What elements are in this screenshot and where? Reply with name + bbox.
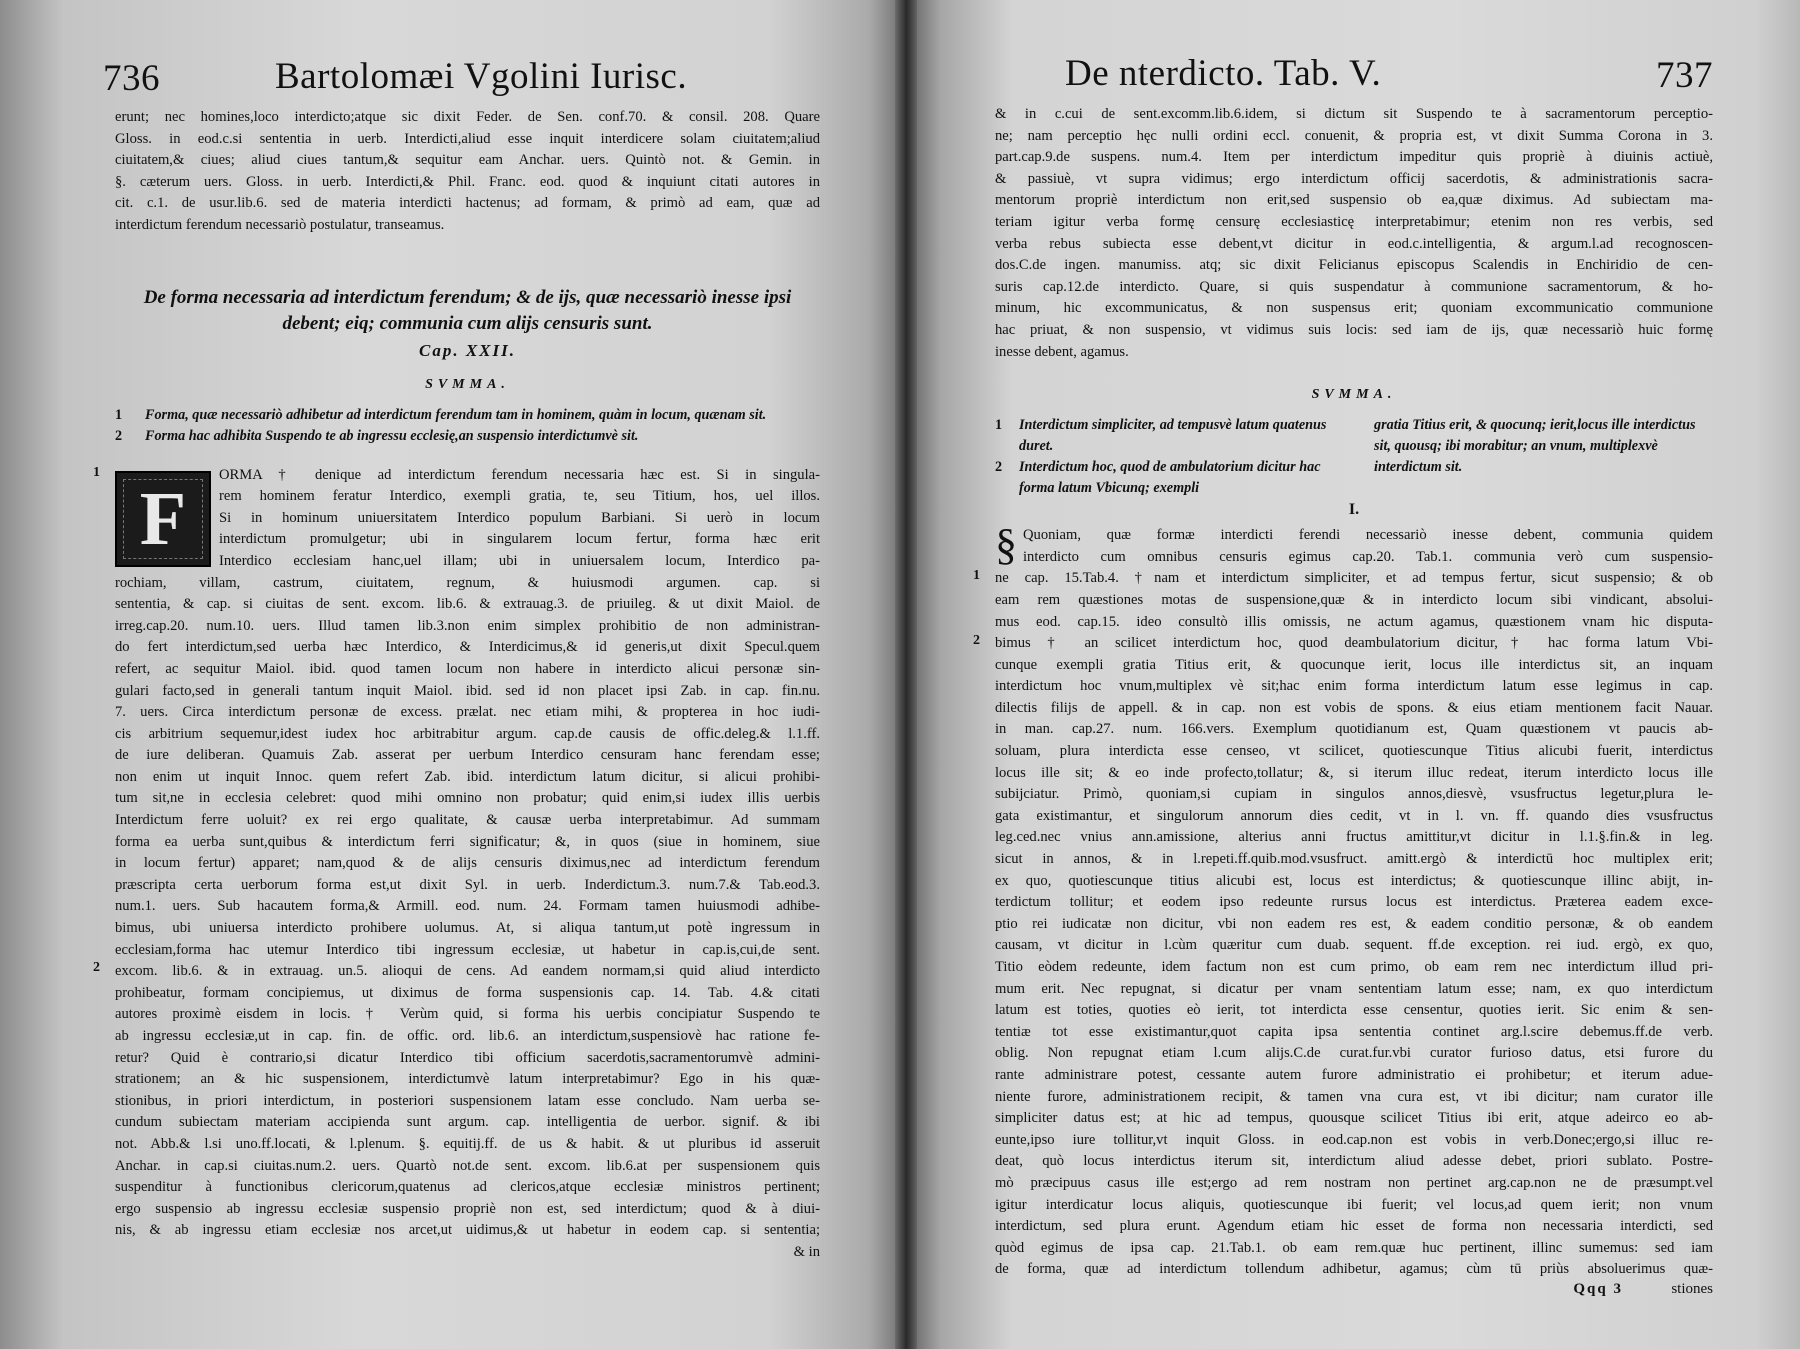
margin-number: 1 [93, 464, 100, 480]
text-line: mus eod. cap.15. ideo consultò illis omissis, ne actum agamus, quæstionem vnam hic disputa- [995, 613, 1713, 630]
margin-number: 2 [93, 959, 100, 975]
right-intro-text [995, 104, 1713, 363]
text-line: interdictum hoc vnum,multiplex vè sit;hac enim forma interdictum latum esse legimus in cap. [995, 678, 1713, 695]
section-number: I. [1348, 501, 1360, 519]
text-line: cit. c.1. de usur.lib.6. sed de materia interdicti hactenus; ad formam, & primò ad eam, quæ ad [115, 195, 820, 212]
right-catchword: stiones [1671, 1280, 1713, 1297]
text-line: Gloss. in eod.c.si sententia in uerb. Interdicti,aliud esse inquit interdicere solam ciuitatem;aliud [115, 130, 820, 147]
text-line: subijciatur. Primò, quoniam,si cupiam in singulos annos,diesvè, vsusfructus legetur,plura le- [995, 786, 1713, 803]
summary-item-text: Forma, quæ necessariò adhibetur ad interdictum ferendum tam in hominem, quàm in locum, quænam sit. [145, 406, 767, 423]
summary-columns [995, 415, 1713, 499]
summary-item [995, 457, 1334, 499]
text-line: num.1. uers. Sub hacautem forma,& Armill. eod. num. 24. Formam tamen huiusmodi adhibe- [115, 898, 820, 915]
paragraph-mark: § [995, 520, 1017, 570]
text-line: terdictum tollitur; et eodem ipso redeunte rursus locus est interdictus. Præterea eadem exce- [995, 894, 1713, 911]
text-line: hac priuat, & non suspensio, vt vidimus suis locis: sed iam de ijs, quæ necessariò huic formę [995, 321, 1713, 338]
text-line: sententia, & cap. si ciuitas de sent. excom. lib.6. & extrauag.3. de priuileg. & ut dixit Maiol. de [115, 596, 820, 613]
text-line: præscripta certa uerborum forma est,ut dixit Syl. in uerb. Inderdictum.3. num.7.& Tab.eod.3. [115, 876, 820, 893]
summary-item-number: 2 [115, 427, 123, 444]
text-line: sicut in annos, & in l.repeti.ff.quib.mod.vsusfruct. amitt.ergò & interdictū hoc multiplex erit; [995, 851, 1713, 868]
chapter-number: Cap. XXII. [419, 340, 516, 360]
text-line: deat, quò locus interdictus iterum sit, interdictum aliud adesse debet, priori sublato. Postre- [995, 1153, 1713, 1170]
text-line: latum est toties, quoties eò ierit, tot interdicta esse censentur, quoties ierit. Sic enim & sen- [995, 1002, 1713, 1019]
summary-column-right [1374, 415, 1713, 499]
text-line: refert, ac sequitur Maiol. ibid. quod tamen locum non habere in interdicto alicui personæ sin- [115, 660, 820, 677]
text-line: interdictum, sed plura erunt. Agendum etiam hic esset de forma non necessaria interdicti, sed [995, 1218, 1713, 1235]
summary-list [115, 405, 820, 447]
summary-item [115, 405, 820, 426]
text-line: ORMA † denique ad interdictum ferendum necessaria hæc est. Si in singula- [219, 466, 820, 483]
text-line: Quoniam, quæ formæ interdicti ferendi necessariò inesse debent, communia quidem [1023, 527, 1713, 544]
text-line: dilectis filijs de appell. & in cap. non est vobis de spons. & eius etiam mentionem facit Nauar. [995, 699, 1713, 716]
text-line: tentiæ tot esse existimantur,quot capita ipsa sententia continet arg.l.scire debemus.ff.de verb. [995, 1023, 1713, 1040]
text-line: leg.ced.nec vnius ann.amissione, alterius anni fructus amittitur,vt dicitur in l.1.§.fin.& in leg. [995, 829, 1713, 846]
text-line: rante administrare potest, cessante autem furore administratio ei prohibetur; et iterum adue- [995, 1066, 1713, 1083]
text-line: causam, vt dicitur in l.cùm quæritur cum duab. sequent. ff.de exception. rei iud. ergò, ex quo, [995, 937, 1713, 954]
text-line: erunt; nec homines,loco interdicto;atque sic dixit Feder. de Sen. conf.70. & consil. 208. Quare [115, 109, 820, 125]
text-line: 7. uers. Circa interdictum personæ de excess. prælat. nec etiam mihi, & propterea in hoc iudi- [115, 704, 820, 721]
text-line: suspenditur à functionibus clericorum,quatenus ad clericos,atque ecclesiæ ministros pertinent; [115, 1179, 820, 1196]
text-line: verba rebus subiecta esse debent,vt dicitur in eod.c.intelligentia, & argum.l.ad recognoscen- [995, 235, 1713, 252]
text-line: quòd egimus de ipsa cap. 21.Tab.1. ob eam rem.quæ huc pertinent, illinc sumemus: sed iam [995, 1239, 1713, 1256]
text-line: Titio eòdem redeunte, idem factum non est cum primo, ob eam rem nec interdictum illud pri- [995, 959, 1713, 975]
text-line: Interdictum ferre uoluit? ex rei ergo qualitate, & causæ uerba interpretabimur. Ad summam [115, 812, 820, 829]
summary-item [995, 415, 1334, 457]
text-line: de forma, quæ ad interdictum tollendum adhibetur, agamus; cùm tū priùs absoluerimus quæ- [995, 1261, 1713, 1278]
text-line: eunte,ipso iure tollitur,vt inquit Gloss. in eod.cap.non est vobis in verb.Donec;ergo,si illuc re- [995, 1131, 1713, 1148]
summary-column-left [995, 415, 1334, 499]
text-line: in man. cap.27. num. 166.vers. Exemplum quotidianum est, Quam quæstionem vt paucis ab- [995, 721, 1713, 738]
right-page-number: 737 [1656, 55, 1713, 96]
text-line: part.cap.9.de suspens. num.4. Item per interdictum impeditur quis propriè à diuinis actiuè, [995, 149, 1713, 166]
text-line: not. Abb.& l.si uno.ff.locati, & l.plenum. §. equitij.ff. de us & habit. & ut pluribus id asseruit [115, 1135, 820, 1152]
text-line: de iure deliberan. Quamuis Zab. asserat per uerbum Interdico censuram hanc ferendam esse; [115, 747, 820, 764]
text-line: cundum subiectam materiam accipienda sunt argum. cap. intelligentia de uerbor. signif. & ibi [115, 1114, 820, 1131]
text-line: gulari facto,sed in generali tantum inquit Maiol. ibid. sed id non placet ipsi Zab. in cap. fin.nu. [115, 682, 820, 699]
text-line: Anchar. in cap.si ciuitas.num.2. uers. Quartò not.de sent. excom. lib.6.at per suspensionem quis [115, 1157, 820, 1174]
text-line: mentorum propriè interdictum non erit,sed suspensio ob ea,quæ diximus. Ad subiectam ma- [995, 192, 1713, 209]
text-line: strationem; an & hic suspensionem, interdictumvè latum interpretabimur? Ego in his quæ- [115, 1071, 820, 1088]
text-line: ecclesiam,forma hac utemur Interdico tibi ingressum ecclesiæ, ut habetur in cap.is,cui,de sent. [115, 941, 820, 958]
left-running-head [103, 55, 820, 107]
text-line: & in c.cui de sent.excomm.lib.6.idem, si dictum sit Suspendo te à sacramentorum perceptio- [995, 106, 1713, 122]
text-line: mò præcipuus casus ille est;ergo ad rem nostram non pertinet arg.cap.non ne de præsumpt.vel [995, 1174, 1713, 1191]
text-line: soluam, plura interdicta esse censeo, vt scilicet, quotiescunque Titius alicubi fuerit, interdictus [995, 743, 1713, 760]
text-line: teriam igitur verba formę censurę ecclesiasticę interpretabimur; etenim non res verbis, sed [995, 213, 1713, 230]
right-page [905, 0, 1800, 1349]
text-line: niente furore, administrationem recipit, & tamen vna cura est, vt ibi dicitur; nam curator ille [995, 1088, 1713, 1105]
text-line: gata existimantur, et singulorum annorum dies cedit, vt in l. vn. ff. quando dies vsusfructus [995, 807, 1713, 824]
text-line: bimus † an scilicet interdictum hoc, quod deambulatorium dicitur,† hac forma latum Vbi- [995, 635, 1713, 652]
text-line: stionibus, in priori interdictum, in posteriori suspensionem latam esse concludo. Nam uerba se- [115, 1092, 820, 1109]
text-line: rochiam, villam, castrum, ciuitatem, regnum, & huiusmodi argumen. cap. si [115, 574, 820, 591]
text-line: tum sit,ne in ecclesia celebret: quod mihi omnino non probatur; quid enim,si iudex illis uerbis [115, 790, 820, 807]
right-running-head [995, 52, 1713, 104]
text-line: ptio rei iudicatæ non dicitur, vbi non eadem res est, & eadem conditio personæ, & ob eandem [995, 915, 1713, 932]
summary-item-number: 1 [115, 406, 123, 423]
text-line: prohibeatur, formam concipiemus, ut diximus de forma suspensionis cap. 14. Tab. 4.& citati [115, 984, 820, 1001]
text-line: forma ea uerba sunt,quibus & interdictum ferri significatur; &, in quos (siue in hominem, siue [115, 833, 820, 850]
text-line: mum erit. Nec repugnat, si dicatur per vnam sententiam latum esse; nam, ex quo interdictum [995, 980, 1713, 997]
summary-item-text: Interdictum simpliciter, ad tempusvè latum quatenus duret. [1019, 417, 1327, 455]
left-page-number: 736 [103, 58, 160, 99]
margin-number: 2 [973, 633, 980, 649]
summa-label: SVMMA. [425, 376, 510, 392]
text-line: ciuitatem,& ciues; aliud ciues tantum,& sequitur eam Anchar. uers. Quintò not. & Gemin. in [115, 152, 820, 169]
summary-item-text: Interdictum hoc, quod de ambulatorium dicitur hac forma latum Vbicunq; exempli [1019, 459, 1321, 497]
text-line: bimus, ubi uniuersa interdicto prohibere uolumus. At, si aliqua tantum,ut potè ingressum in [115, 920, 820, 937]
text-line: locus ille sit; & eo inde profecto,tollatur; &, si iterum illuc redeat, iterum interdicto locus ille [995, 764, 1713, 781]
margin-number: 1 [973, 568, 980, 584]
summary-item-text: Forma hac adhibita Suspendo te ab ingressu ecclesię,an suspensio interdictumvè sit. [145, 427, 639, 444]
text-line: §. cæterum uers. Gloss. in uerb. Interdicti,& Phil. Franc. eod. quod & inquiunt citati autores in [115, 173, 820, 190]
text-line: Interdico ecclesiam hanc,uel illam; ubi in uniuersalem locum, Interdico pa- [219, 552, 820, 569]
text-line: autores proximè eisdem in locis. † Verùm quid, si forma his uerbis concipiatur Suspendo te [115, 1006, 820, 1023]
chapter-heading: De forma necessaria ad interdictum ferendum; & de ijs, quæ necessariò inesse ipsi debent; eiq; communia cum alijs censuris sunt. [143, 286, 792, 334]
summary-continuation: gratia Titius erit, & quocunq; ierit,locus ille interdictus sit, quousq; ibi morabitur; an vnum, multiplexvè interdictum sit. [1374, 417, 1696, 476]
text-line: suris cap.12.de interdicto. Quare, si quis suspendatur à communione sacramentorum, & ho- [995, 278, 1713, 295]
text-line: oblig. Non repugnat etiam l.cum alijs.C.de curat.fur.vbi curator furioso datus, etsi furore du [995, 1045, 1713, 1062]
text-line: igitur interdicatur locus aliquis, quotiescunque ibi fuerit; vel locus,ad quem ierit; non vnum [995, 1196, 1713, 1213]
book-gutter [895, 0, 917, 1349]
left-running-title: Bartolomæi Vgolini Iurisc. [275, 56, 688, 97]
text-line: dos.C.de ingen. manumiss. atq; sic dixit Felicianus episcopus Scalendis in Enchiridio de cen- [995, 257, 1713, 274]
text-line: cunque exempli gratia Titius erit, & quocunque ierit, locus ille interdictus sit, an inquam [995, 656, 1713, 673]
initial-letter: F [139, 476, 187, 561]
summa-label: SVMMA. [1311, 387, 1397, 403]
text-line: do fert interdictum,sed uerba hæc Interdico, & Interdicimus,& id generis,ut dixit Specul.quem [115, 639, 820, 656]
summary-item [115, 426, 820, 447]
right-running-title: De nterdicto. Tab. V. [1065, 53, 1382, 94]
text-line: retur? Quid è contrario,si dicatur Interdico tibi officium sacerdotis,sacramentorumvè admini- [115, 1049, 820, 1066]
text-line: Si in hominum uniuersitatem Interdico populum Barbiani. Si uerò in locum [219, 509, 820, 526]
left-intro-text [115, 107, 820, 237]
text-line: rem hominem feratur Interdico, exempli gratia, te, seu Titium, hos, uel illos. [219, 488, 820, 505]
text-line: ergo suspensio ab ingressu ecclesiæ suspensio propriè non est, sed interdictum; quod & à diui- [115, 1200, 820, 1217]
right-body-text [995, 520, 1713, 1281]
right-body [973, 520, 1713, 1305]
text-line: ex quo, quotiescunque titius alicubi est, locus est interdictus; & quotiescunque illinc abijt, in- [995, 872, 1713, 889]
text-line: interdicto cum omnibus censuris egimus cap.20. Tab.1. communia verò cum suspensio- [1023, 548, 1713, 565]
summary-item-number: 2 [995, 459, 1003, 476]
text-line: ne; nam perceptio hęc nulli ordini eccl. conuenit, & propria est, vt dixit Summa Corona in 3. [995, 127, 1713, 144]
text-line: simpliciter datus est; at hic ad tempus, quousque scilicet Titius ibi erit, atque adeirco eo ab- [995, 1110, 1713, 1127]
text-line: interdictum promulgetur; ubi in singularem locum fertur, forma hæc erit [219, 531, 820, 548]
text-line: nis, & ab ingressu etiam ecclesiæ nos arcet,ut uidimus,& ut habetur in eodem cap. si sententia; [115, 1222, 820, 1239]
decorated-initial [115, 471, 211, 567]
left-body-text [115, 465, 820, 1242]
text-line: & passiuè, vt supra vidimus; ergo interdictum officij sacerdotis, & administrationis sacra- [995, 170, 1713, 187]
text-line: in locum fertur) apparet; nam,quod & de alijs censuris diximus,nec ad interdictum ferendum [115, 855, 820, 872]
text-line: cis arbitrium sequemur,idest iudex hoc arbitrabitur argum. cap.de causis de offic.deleg.& l.1.ff. [115, 725, 820, 742]
summary-item-number: 1 [995, 417, 1003, 434]
text-line: eam rem quæstiones motas de suspensione,quæ & in interdicto locum sibi vindicant, absolui- [995, 591, 1713, 608]
signature-mark: Qqq 3 [1573, 1280, 1623, 1297]
text-line: minum, hic excommunicatus, & non suspensus erit; quoniam excommunicatio communione [995, 300, 1713, 317]
text-line: ab ingressu ecclesiæ,ut in cap. fin. de offic. ord. lib.6. an interdictum,suspensiovè hac ratione fe- [115, 1028, 820, 1044]
left-body [93, 464, 820, 1261]
text-line: inesse debent, agamus. [995, 343, 1129, 360]
text-line: ne cap. 15.Tab.4. †nam et interdictum simpliciter, et ad tempus fertur, sicut suspensio; & ob [995, 570, 1713, 587]
text-line: irreg.cap.20. num.10. uers. Illud tamen lib.3.non enim simplex prohibitio de non administran- [115, 617, 820, 634]
left-catchword: & in [793, 1243, 820, 1260]
text-line: non enim ut inquit Innoc. quem refert Zab. ibid. interdictum latum dicitur, si alicui prohibi- [115, 768, 820, 785]
right-footer [995, 1281, 1713, 1305]
text-line: excom. lib.6. & in extrauag. un.5. alioqui de cens. Ad eandem normam,si quid aliud interdicto [115, 963, 820, 980]
text-line: interdictum ferendum necessariò postulatur, transeamus. [115, 216, 445, 233]
